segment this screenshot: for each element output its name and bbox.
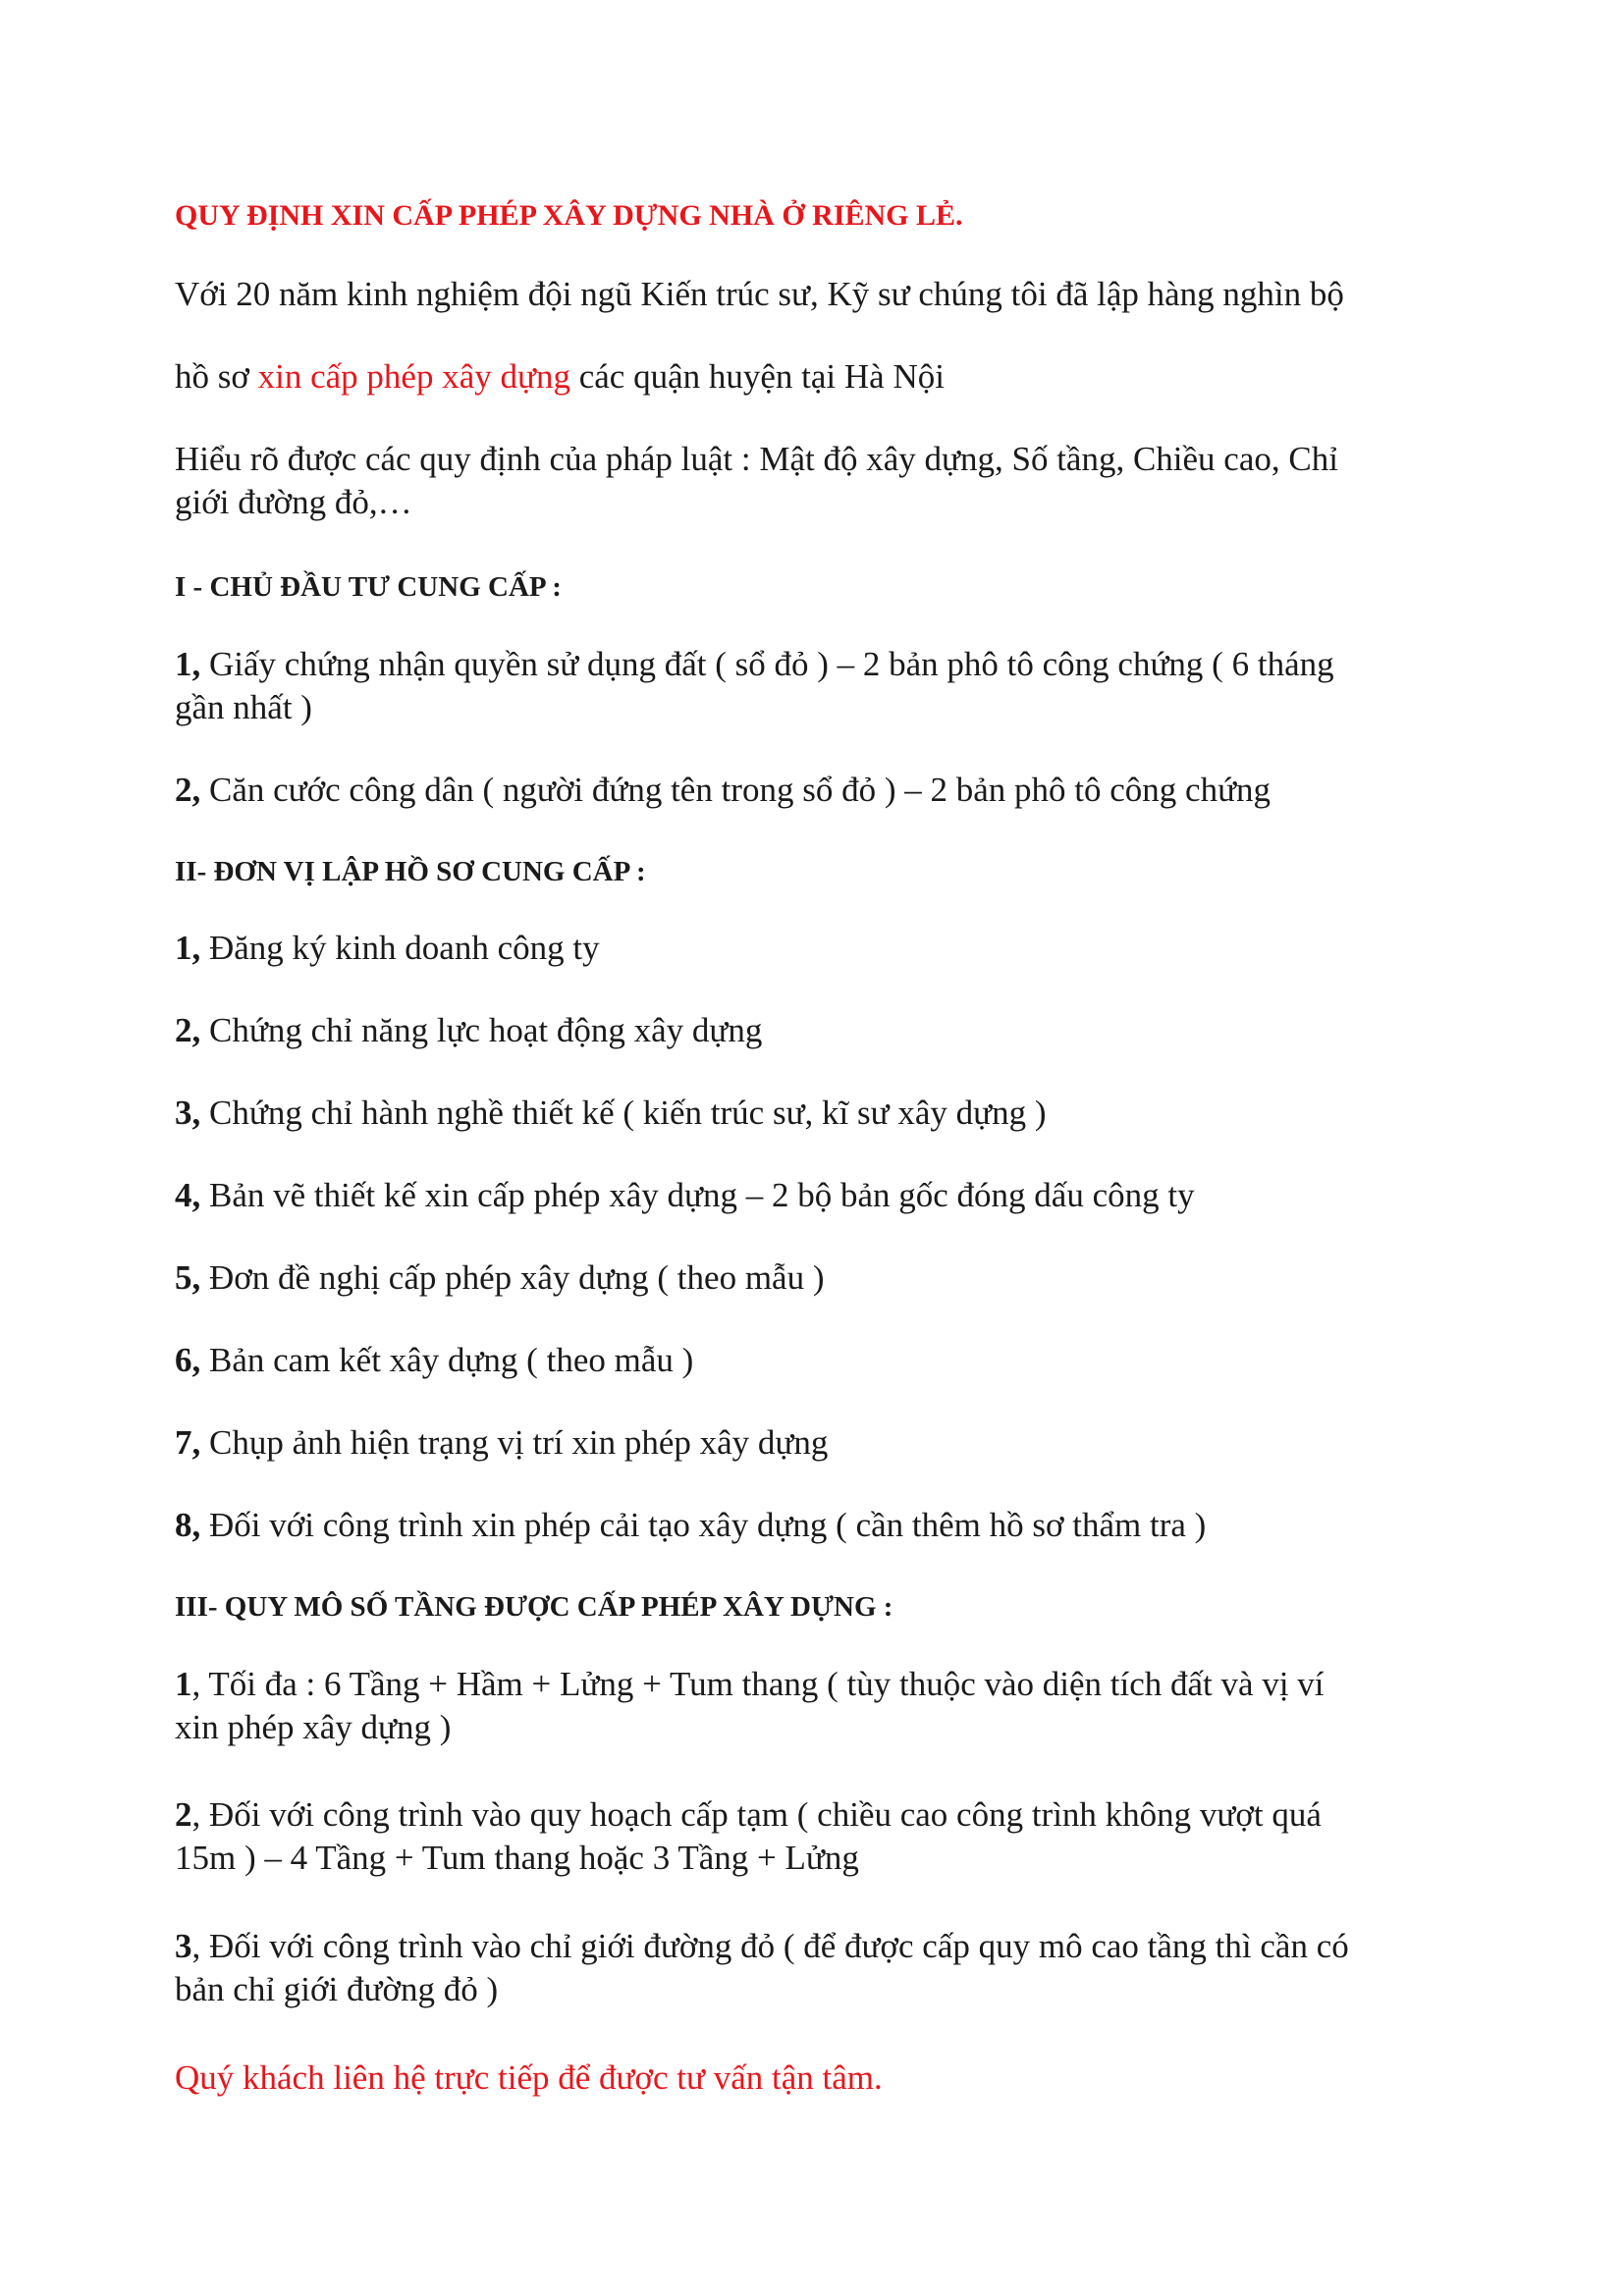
item-text: Giấy chứng nhận quyền sử dụng đất ( sổ đỏ ) – 2 bản phô tô công chứng ( 6 tháng	[209, 645, 1334, 683]
section-2-item-1	[175, 927, 600, 970]
section-3-item-1	[175, 1663, 1325, 1706]
item-text: , Tối đa : 6 Tầng + Hầm + Lửng + Tum thang ( tùy thuộc vào diện tích đất và vị ví	[191, 1665, 1325, 1703]
section-3-heading: III- QUY MÔ SỐ TẦNG ĐƯỢC CẤP PHÉP XÂY DỰNG :	[175, 1591, 893, 1623]
item-text: , Đối với công trình vào chỉ giới đường đỏ ( để được cấp quy mô cao tầng thì cần có	[191, 1927, 1349, 1965]
section-2-item-6	[175, 1339, 693, 1382]
section-2-item-7	[175, 1421, 828, 1465]
item-number: 2,	[175, 1011, 201, 1049]
item-text: Bản vẽ thiết kế xin cấp phép xây dựng – 2 bộ bản gốc đóng dấu công ty	[209, 1176, 1195, 1214]
item-number: 5,	[175, 1258, 201, 1297]
section-2-heading: II- ĐƠN VỊ LẬP HỒ SƠ CUNG CẤP :	[175, 856, 646, 887]
item-number: 3,	[175, 1094, 201, 1132]
section-3-item-3	[175, 1925, 1349, 1968]
item-text: Căn cước công dân ( người đứng tên trong sổ đỏ ) – 2 bản phô tô công chứng	[209, 771, 1271, 809]
intro-line-2	[175, 355, 945, 399]
item-text: Bản cam kết xây dựng ( theo mẫu )	[209, 1341, 694, 1379]
section-2-item-4	[175, 1174, 1195, 1217]
intro-line-4: giới đường đỏ,…	[175, 483, 412, 521]
item-text: Chứng chỉ năng lực hoạt động xây dựng	[209, 1011, 763, 1049]
section-1-item-2	[175, 769, 1271, 812]
item-number: 3	[175, 1927, 192, 1965]
intro-line-2-before: hồ sơ	[175, 357, 258, 396]
item-text: Chứng chỉ hành nghề thiết kế ( kiến trúc sư, kĩ sư xây dựng )	[209, 1094, 1047, 1132]
item-number: 1,	[175, 929, 201, 967]
item-number: 4,	[175, 1176, 201, 1214]
section-2-item-2	[175, 1009, 762, 1052]
document-title: QUY ĐỊNH XIN CẤP PHÉP XÂY DỰNG NHÀ Ở RIÊNG LẺ.	[175, 199, 963, 232]
intro-line-1: Với 20 năm kinh nghiệm đội ngũ Kiến trúc sư, Kỹ sư chúng tôi đã lập hàng nghìn bộ	[175, 275, 1344, 313]
item-text: Đăng ký kinh doanh công ty	[209, 929, 600, 967]
section-2-item-5	[175, 1256, 824, 1300]
item-text: Đơn đề nghị cấp phép xây dựng ( theo mẫu )	[209, 1258, 825, 1297]
section-2-item-3	[175, 1092, 1047, 1135]
item-number: 7,	[175, 1423, 201, 1462]
section-2-item-8	[175, 1504, 1206, 1547]
section-3-item-1-cont: xin phép xây dựng )	[175, 1708, 452, 1746]
item-text: Chụp ảnh hiện trạng vị trí xin phép xây dựng	[209, 1423, 829, 1462]
item-number: 2,	[175, 771, 201, 809]
item-number: 2	[175, 1795, 192, 1834]
item-text: , Đối với công trình vào quy hoạch cấp tạm ( chiều cao công trình không vượt quá	[191, 1795, 1322, 1834]
section-1-item-1-cont: gần nhất )	[175, 688, 312, 726]
item-number: 1,	[175, 645, 201, 683]
section-1-item-1	[175, 643, 1334, 686]
building-permit-link[interactable]: xin cấp phép xây dựng	[257, 357, 570, 396]
intro-line-2-after: các quận huyện tại Hà Nội	[569, 357, 945, 396]
section-3-item-3-cont: bản chỉ giới đường đỏ )	[175, 1970, 499, 2008]
item-number: 8,	[175, 1506, 201, 1544]
item-number: 1	[175, 1665, 192, 1703]
item-text: Đối với công trình xin phép cải tạo xây dựng ( cần thêm hồ sơ thẩm tra )	[209, 1506, 1207, 1544]
intro-line-3: Hiểu rõ được các quy định của pháp luật : Mật độ xây dựng, Số tầng, Chiều cao, Chỉ	[175, 440, 1338, 478]
section-1-heading: I - CHỦ ĐẦU TƯ CUNG CẤP :	[175, 571, 562, 603]
closing-note: Quý khách liên hệ trực tiếp để được tư vấn tận tâm.	[175, 2058, 883, 2097]
item-number: 6,	[175, 1341, 201, 1379]
section-3-item-2	[175, 1793, 1322, 1837]
section-3-item-2-cont: 15m ) – 4 Tầng + Tum thang hoặc 3 Tầng + Lửng	[175, 1839, 859, 1877]
